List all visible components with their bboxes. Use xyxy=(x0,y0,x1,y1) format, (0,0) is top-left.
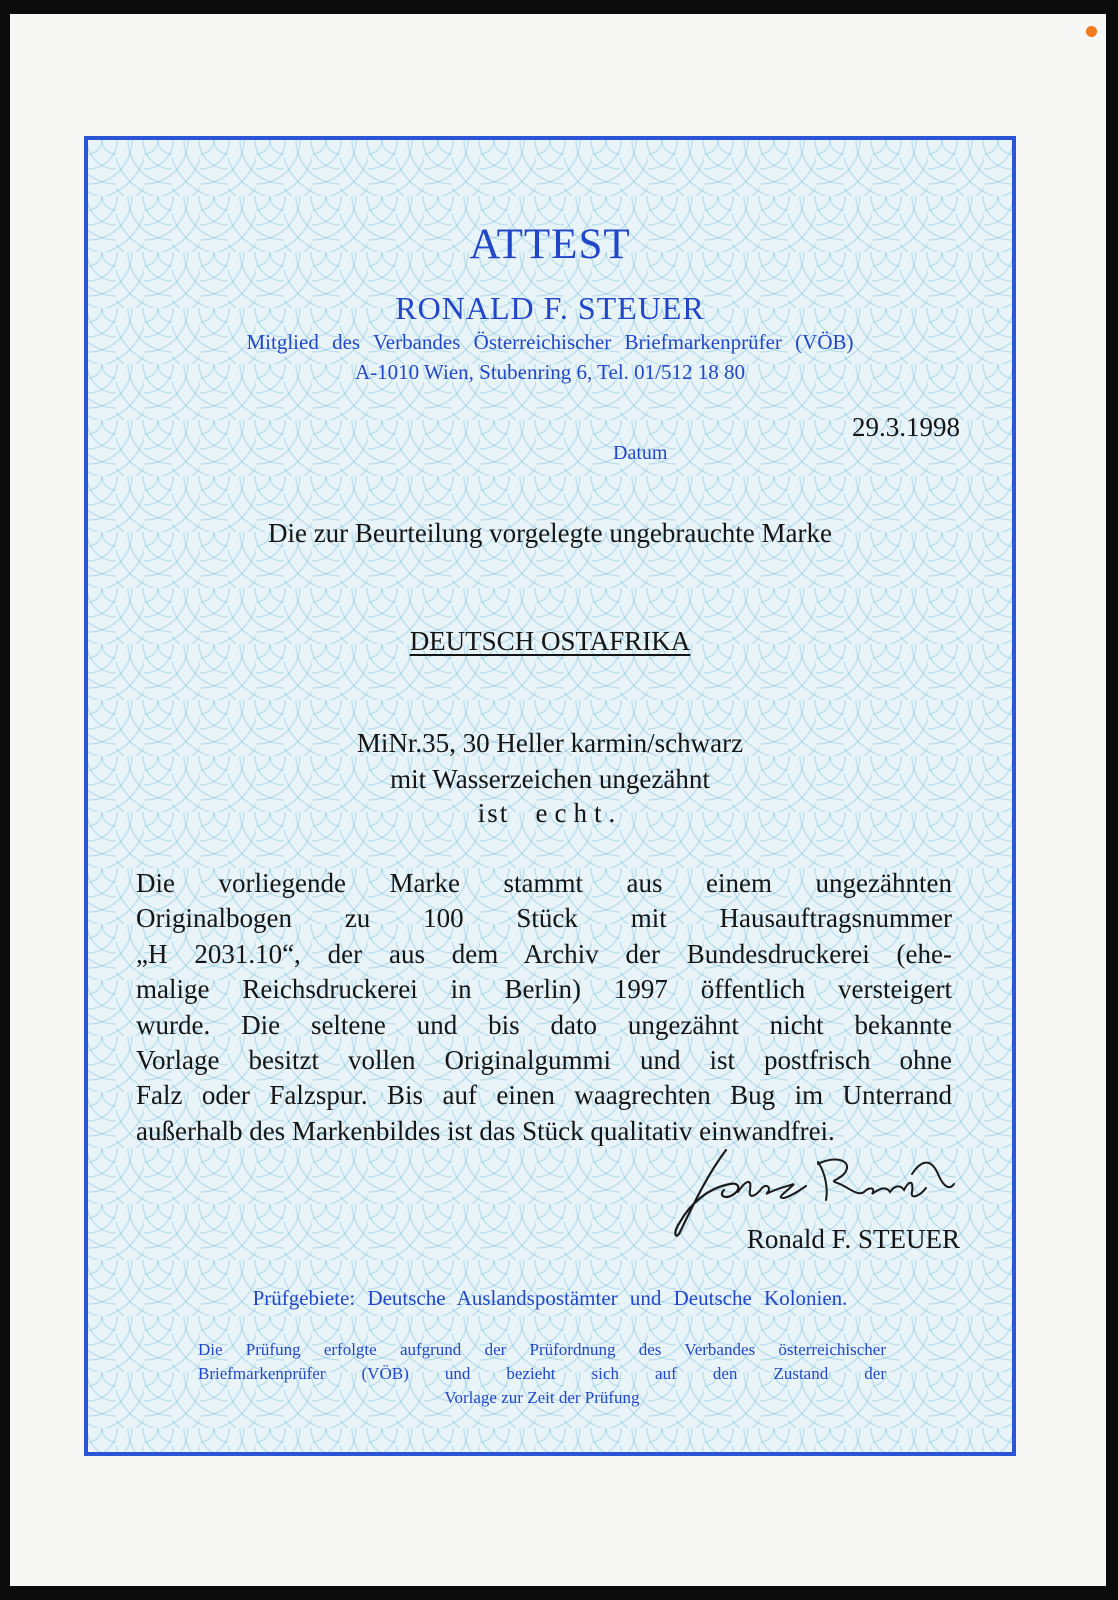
examination-scope: Prüfgebiete: Deutsche Auslandspostämter und Deutsche Kolonien. xyxy=(252,1286,848,1310)
stamp-description-line-1: MiNr.35, 30 Heller karmin/schwarz xyxy=(356,728,744,758)
certificate-body xyxy=(136,866,952,1149)
certificate-panel xyxy=(84,136,1016,1456)
orange-marker-dot xyxy=(1086,26,1097,37)
body-line: malige Reichsdruckerei in Berlin) 1997 öffentlich versteigert xyxy=(136,974,952,1005)
certificate-date: 29.3.1998 xyxy=(852,412,960,442)
verdict-prefix: ist xyxy=(477,798,510,828)
membership-line: Mitglied des Verbandes Österreichischer Briefmarkenprüfer (VÖB) xyxy=(246,330,854,354)
address-line: A-1010 Wien, Stubenring 6, Tel. 01/512 18 80 xyxy=(354,360,746,384)
body-line: außerhalb des Markenbildes ist das Stück qualitativ einwandfrei. xyxy=(136,1115,835,1146)
body-line: Originalbogen zu 100 Stück mit Hausauftragsnummer xyxy=(136,903,952,934)
verdict-word: echt. xyxy=(535,798,623,828)
intro-line: Die zur Beurteilung vorgelegte ungebrauchte Marke xyxy=(267,518,833,548)
body-line: Falz oder Falzspur. Bis auf einen waagrechten Bug im Unterrand xyxy=(136,1080,952,1111)
certificate-title: ATTEST xyxy=(469,221,631,268)
body-line: Vorlage besitzt vollen Originalgummi und ist postfrisch ohne xyxy=(136,1045,952,1076)
body-line: „H 2031.10“, der aus dem Archiv der Bundesdruckerei (ehe- xyxy=(136,938,952,969)
body-line: Die vorliegende Marke stammt aus einem ungezähnten xyxy=(136,868,952,898)
stamp-description-line-2: mit Wasserzeichen ungezähnt xyxy=(390,764,710,794)
country-heading: DEUTSCH OSTAFRIKA xyxy=(409,626,691,656)
examiner-name: RONALD F. STEUER xyxy=(395,290,705,326)
note-line: Briefmarkenprüfer (VÖB) und bezieht sich auf den Zustand der xyxy=(198,1364,886,1383)
verdict-line xyxy=(88,798,1012,829)
date-label: Datum xyxy=(613,442,668,464)
examination-note xyxy=(198,1338,886,1410)
signer-name: Ronald F. STEUER xyxy=(746,1224,960,1254)
body-line: wurde. Die seltene und bis dato ungezähnt nicht bekannte xyxy=(136,1009,952,1040)
note-line: Vorlage zur Zeit der Prüfung xyxy=(444,1388,640,1407)
note-line: Die Prüfung erfolgte aufgrund der Prüfordnung des Verbandes österreichischer xyxy=(198,1340,886,1359)
